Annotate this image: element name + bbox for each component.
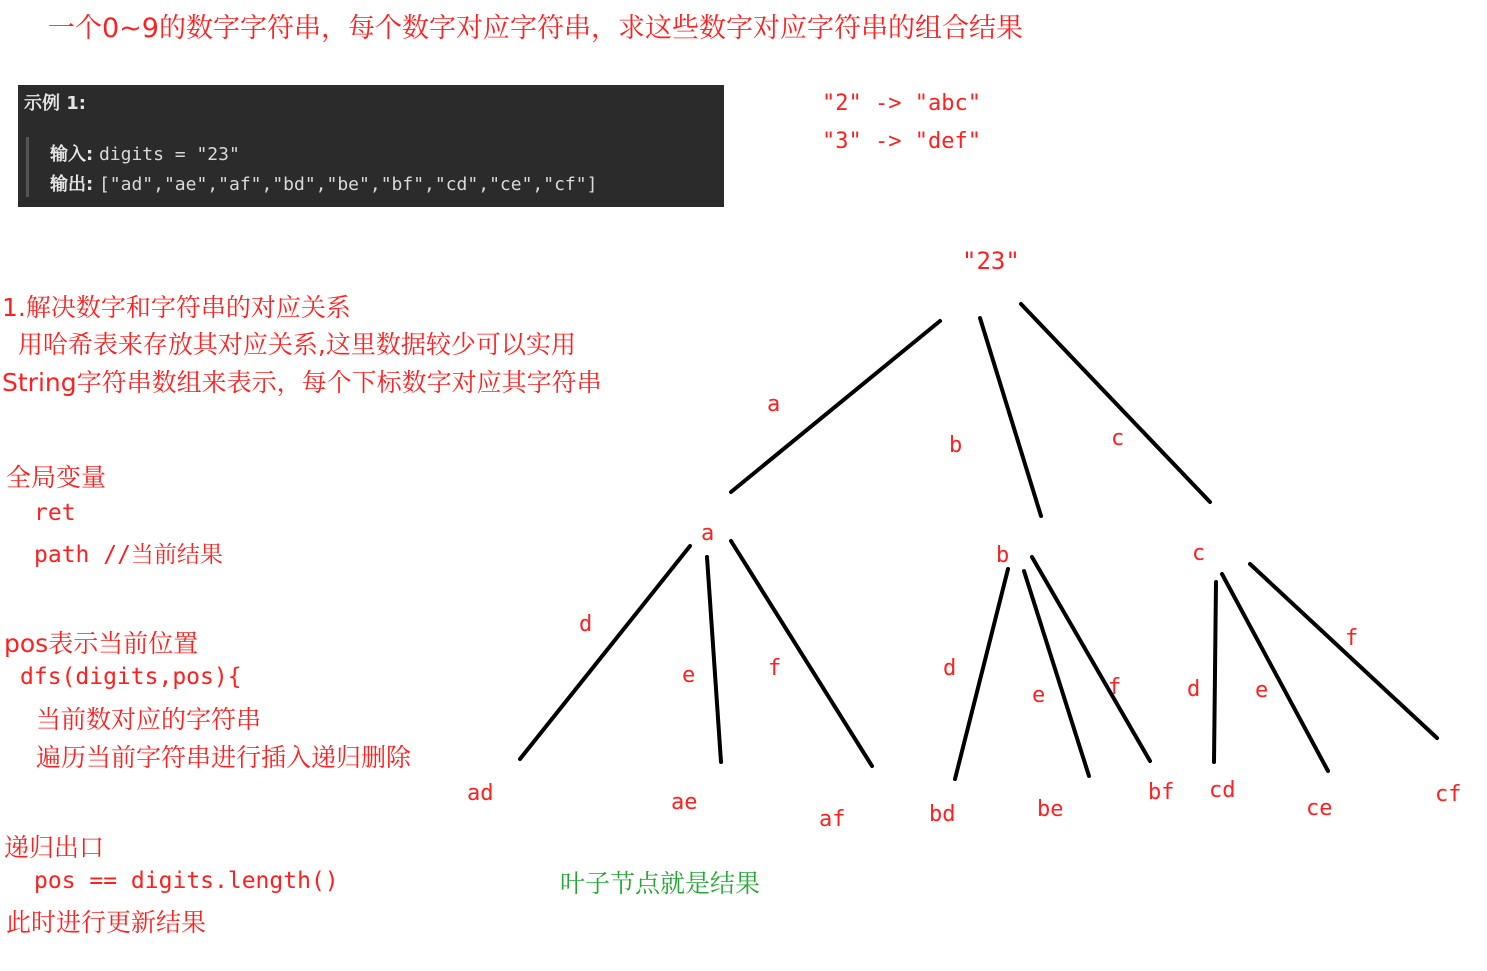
leaf-ae: ae xyxy=(671,790,698,815)
edge-label-ad: d xyxy=(579,612,593,637)
leaf-bf: bf xyxy=(1148,780,1175,805)
edge-label-b: b xyxy=(949,433,963,458)
step1-line3: String字符串数组来表示，每个下标数字对应其字符串 xyxy=(2,368,602,397)
exit-condition: pos == digits.length() xyxy=(34,868,339,894)
dfs-line1: 当前数对应的字符串 xyxy=(36,705,262,734)
edge-label-cf: f xyxy=(1345,626,1359,651)
node-a: a xyxy=(701,521,715,546)
node-c: c xyxy=(1192,541,1206,566)
edge-label-be: e xyxy=(1032,683,1046,708)
edge-label-bf: f xyxy=(1108,675,1122,700)
edge-label-bd: d xyxy=(943,656,957,681)
output-value: ["ad","ae","af","bd","be","bf","cd","ce","cf"] xyxy=(98,174,598,195)
node-b: b xyxy=(996,543,1010,568)
output-label: 输出: xyxy=(50,174,94,195)
edge-a-f xyxy=(731,541,872,766)
tree-root: "23" xyxy=(962,247,1020,275)
dfs-line2: 遍历当前字符串进行插入递归删除 xyxy=(36,743,412,772)
page-title: 一个0~9的数字字符串，每个数字对应字符串，求这些数字对应字符串的组合结果 xyxy=(48,13,1023,44)
edge-root-c xyxy=(1021,304,1210,502)
mapping-3: "3" -> "def" xyxy=(822,129,981,154)
edge-label-a: a xyxy=(767,392,781,417)
edge-b-f xyxy=(1032,557,1150,761)
leaf-cf: cf xyxy=(1435,782,1462,807)
input-value: digits = "23" xyxy=(98,144,240,165)
leaf-ce: ce xyxy=(1306,796,1333,821)
pos-title: pos表示当前位置 xyxy=(4,629,199,658)
edge-a-e xyxy=(707,557,721,762)
input-label: 输入: xyxy=(50,144,94,165)
leaf-af: af xyxy=(819,807,846,832)
edge-label-ce: e xyxy=(1255,678,1269,703)
leaf-bd: bd xyxy=(929,802,956,827)
example-header: 示例 1: xyxy=(24,93,86,114)
edge-label-af: f xyxy=(768,656,782,681)
globals-ret: ret xyxy=(34,500,76,526)
globals-path: path //当前结果 xyxy=(34,542,223,568)
dfs-signature: dfs(digits,pos){ xyxy=(20,664,242,690)
edge-b-d xyxy=(955,569,1008,779)
edge-label-cd: d xyxy=(1187,677,1201,702)
edge-root-b xyxy=(980,318,1041,516)
edge-label-ae: e xyxy=(682,663,696,688)
step1-line2: 用哈希表来存放其对应关系,这里数据较少可以实用 xyxy=(2,330,576,359)
globals-title: 全局变量 xyxy=(6,463,107,492)
edge-c-e xyxy=(1222,574,1328,771)
mapping-2: "2" -> "abc" xyxy=(822,91,981,116)
edge-a-d xyxy=(520,546,690,759)
edge-c-d xyxy=(1214,582,1216,762)
edge-root-a xyxy=(731,321,940,492)
leaf-cd: cd xyxy=(1209,778,1236,803)
edge-label-c: c xyxy=(1111,426,1125,451)
exit-action: 此时进行更新结果 xyxy=(6,908,207,937)
step1-title: 1.解决数字和字符串的对应关系 xyxy=(2,293,351,322)
edge-c-f xyxy=(1250,564,1437,738)
exit-title: 递归出口 xyxy=(4,833,105,862)
leaf-be: be xyxy=(1037,797,1064,822)
leaf-ad: ad xyxy=(467,781,494,806)
leaf-note: 叶子节点就是结果 xyxy=(560,869,761,898)
